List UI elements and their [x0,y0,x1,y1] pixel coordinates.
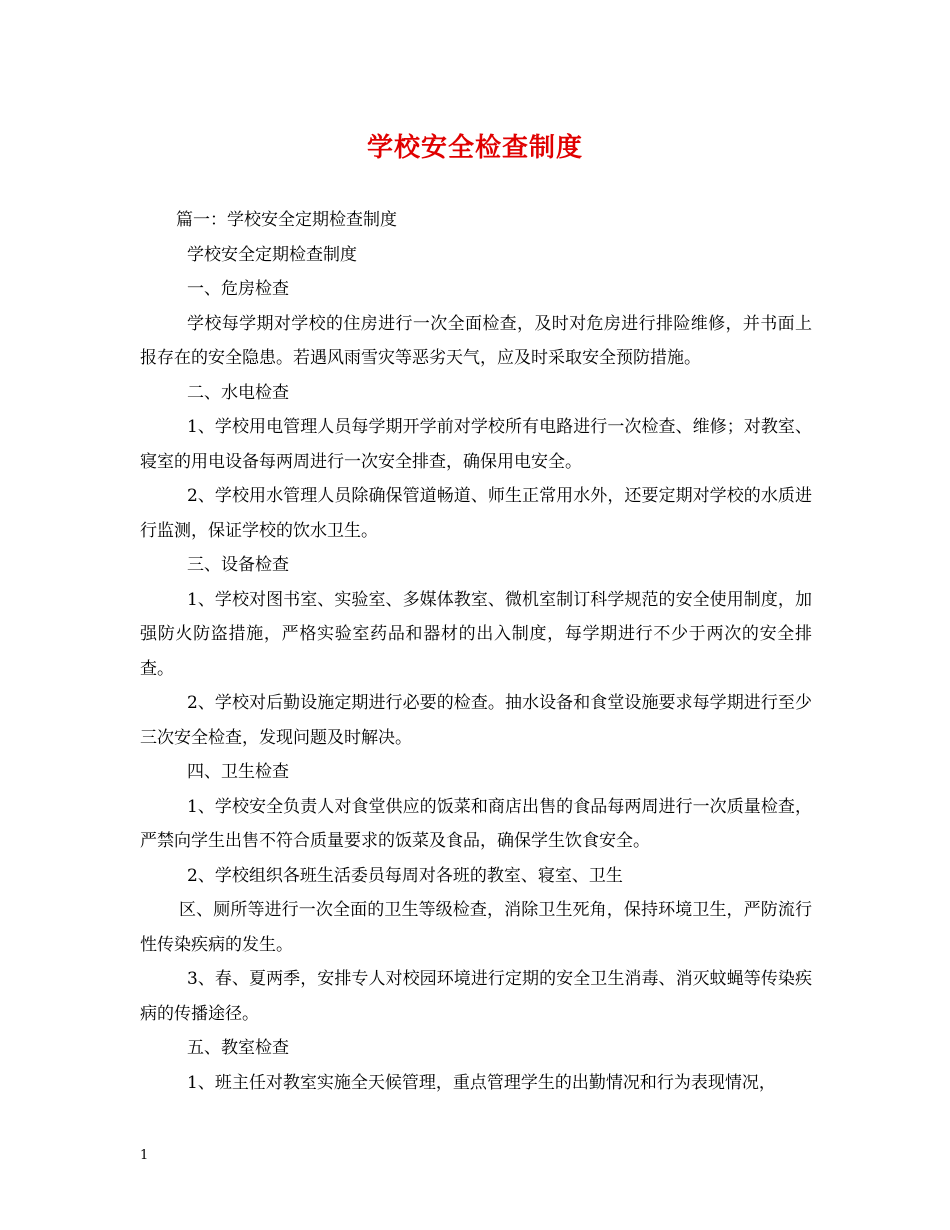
section-heading: 篇一：学校安全定期检查制度 [176,210,397,230]
paragraph: 3、春、夏两季，安排专人对校园环境进行定期的安全卫生消毒、消灭蚊蝇等传染疾病的传播途径。 [140,969,812,1024]
paragraph: 1、学校用电管理人员每学期开学前对学校所有电路进行一次检查、维修；对教室、寝室的用电设备每两周进行一次安全排查，确保用电安全。 [140,417,812,472]
paragraph: 1、班主任对教室实施全天候管理，重点管理学生的出勤情况和行为表现情况， [187,1072,776,1093]
document-title: 学校安全检查制度 [366,133,583,163]
paragraph: 2、学校组织各班生活委员每周对各班的教室、寝室、卫生 [187,865,623,886]
section-heading: 五、教室检查 [187,1038,289,1058]
subtitle: 学校安全定期检查制度 [187,244,357,265]
paragraph: 1、学校对图书室、实验室、多媒体教室、微机室制订科学规范的安全使用制度，加强防火防盗措施，严格实验室药品和器材的出入制度，每学期进行不少于两次的安全排查。 [140,589,812,679]
paragraph: 学校每学期对学校的住房进行一次全面检查，及时对危房进行排险维修，并书面上报存在的安全隐患。若遇风雨雪灾等恶劣天气，应及时采取安全预防措施。 [140,313,812,368]
section-heading: 四、卫生检查 [187,762,289,782]
section-heading: 二、水电检查 [187,382,289,403]
section-heading: 三、设备检查 [187,555,289,575]
paragraph: 2、学校用水管理人员除确保管道畅道、师生正常用水外，还要定期对学校的水质进行监测，保证学校的饮水卫生。 [140,486,812,541]
document-body [140,203,812,1100]
paragraph: 2、学校对后勤设施定期进行必要的检查。抽水设备和食堂设施要求每学期进行至少三次安全检查，发现问题及时解决。 [140,693,812,748]
paragraph: 1、学校安全负责人对食堂供应的饭菜和商店出售的食品每两周进行一次质量检查，严禁向学生出售不符合质量要求的饭菜及食品，确保学生饮食安全。 [140,796,812,851]
section-heading: 一、危房检查 [187,279,289,299]
paragraph: 区、厕所等进行一次全面的卫生等级检查，消除卫生死角，保持环境卫生，严防流行性传染疾病的发生。 [140,900,812,955]
page-number: 1 [140,1148,149,1163]
